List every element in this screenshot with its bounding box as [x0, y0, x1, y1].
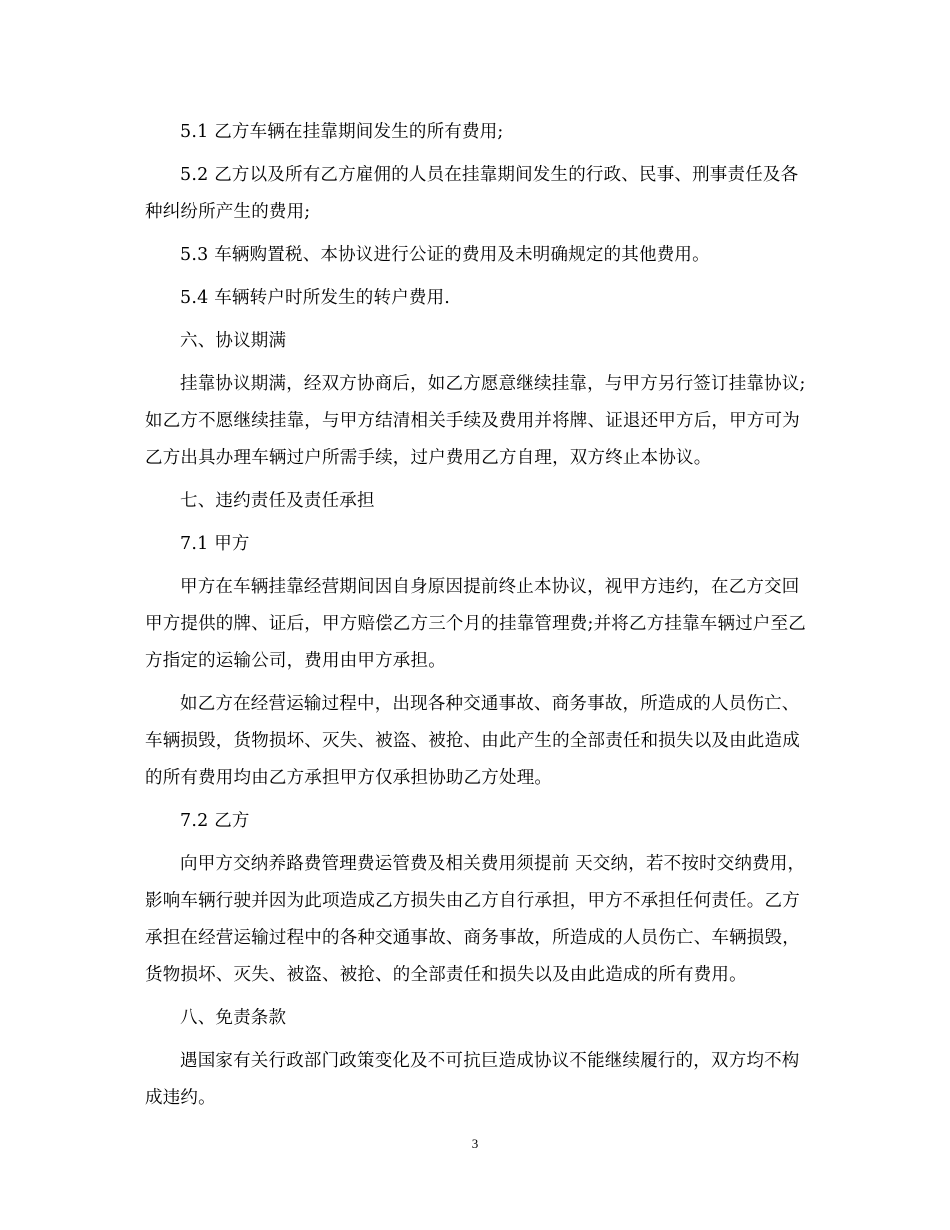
- section-7-heading: 七、违约责任及责任承担: [180, 491, 375, 511]
- clause-7-2-heading: 7.2 乙方: [180, 811, 250, 831]
- clause-7-2-text: 向甲方交纳养路费管理费运管费及相关费用须提前 天交纳，若不按时交纳费用，影响车辆行驶并因为此项造成乙方损失由乙方自行承担，甲方不承担任何责任。乙方承担在经营运输过程中的各种交通事故、商务事故，所造成的人员伤亡、车辆损毁，货物损坏、灭失、被盗、被抢、的全部责任和损失以及由此造成的所有费用。: [145, 854, 806, 985]
- clause-7-1-text-a: 甲方在车辆挂靠经营期间因自身原因提前终止本协议，视甲方违约，在乙方交回甲方提供的牌、证后，甲方赔偿乙方三个月的挂靠管理费;并将乙方挂靠车辆过户至乙方指定的运输公司，费用由甲方承担。: [145, 577, 806, 671]
- section-6-heading: 六、协议期满: [180, 331, 287, 351]
- section-6-text: 挂靠协议期满，经双方协商后，如乙方愿意继续挂靠，与甲方另行签订挂靠协议;如乙方不愿继续挂靠，与甲方结清相关手续及费用并将牌、证退还甲方后，甲方可为乙方出具办理车辆过户所需手续，过户费用乙方自理，双方终止本协议。: [145, 374, 806, 468]
- clause-7-1-heading: 7.1 甲方: [180, 534, 250, 554]
- clause-5-2: 5.2 乙方以及所有乙方雇佣的人员在挂靠期间发生的行政、民事、刑事责任及各种纠纷所产生的费用;: [145, 165, 799, 222]
- clause-5-3: 5.3 车辆购置税、本协议进行公证的费用及未明确规定的其他费用。: [180, 245, 710, 265]
- section-8-heading: 八、免责条款: [180, 1008, 287, 1028]
- clause-5-1: 5.1 乙方车辆在挂靠期间发生的所有费用;: [180, 122, 504, 142]
- clause-5-4: 5.4 车辆转户时所发生的转户费用.: [180, 288, 451, 308]
- document-body: [145, 114, 810, 1123]
- section-8-text: 遇国家有关行政部门政策变化及不可抗巨造成协议不能继续履行的，双方均不构成违约。: [145, 1051, 800, 1108]
- clause-7-1-text-b: 如乙方在经营运输过程中，出现各种交通事故、商务事故，所造成的人员伤亡、车辆损毁，货物损坏、灭失、被盗、被抢、由此产生的全部责任和损失以及由此造成的所有费用均由乙方承担甲方仅承担协助乙方处理。: [145, 694, 800, 788]
- page-number: 3: [471, 1136, 479, 1151]
